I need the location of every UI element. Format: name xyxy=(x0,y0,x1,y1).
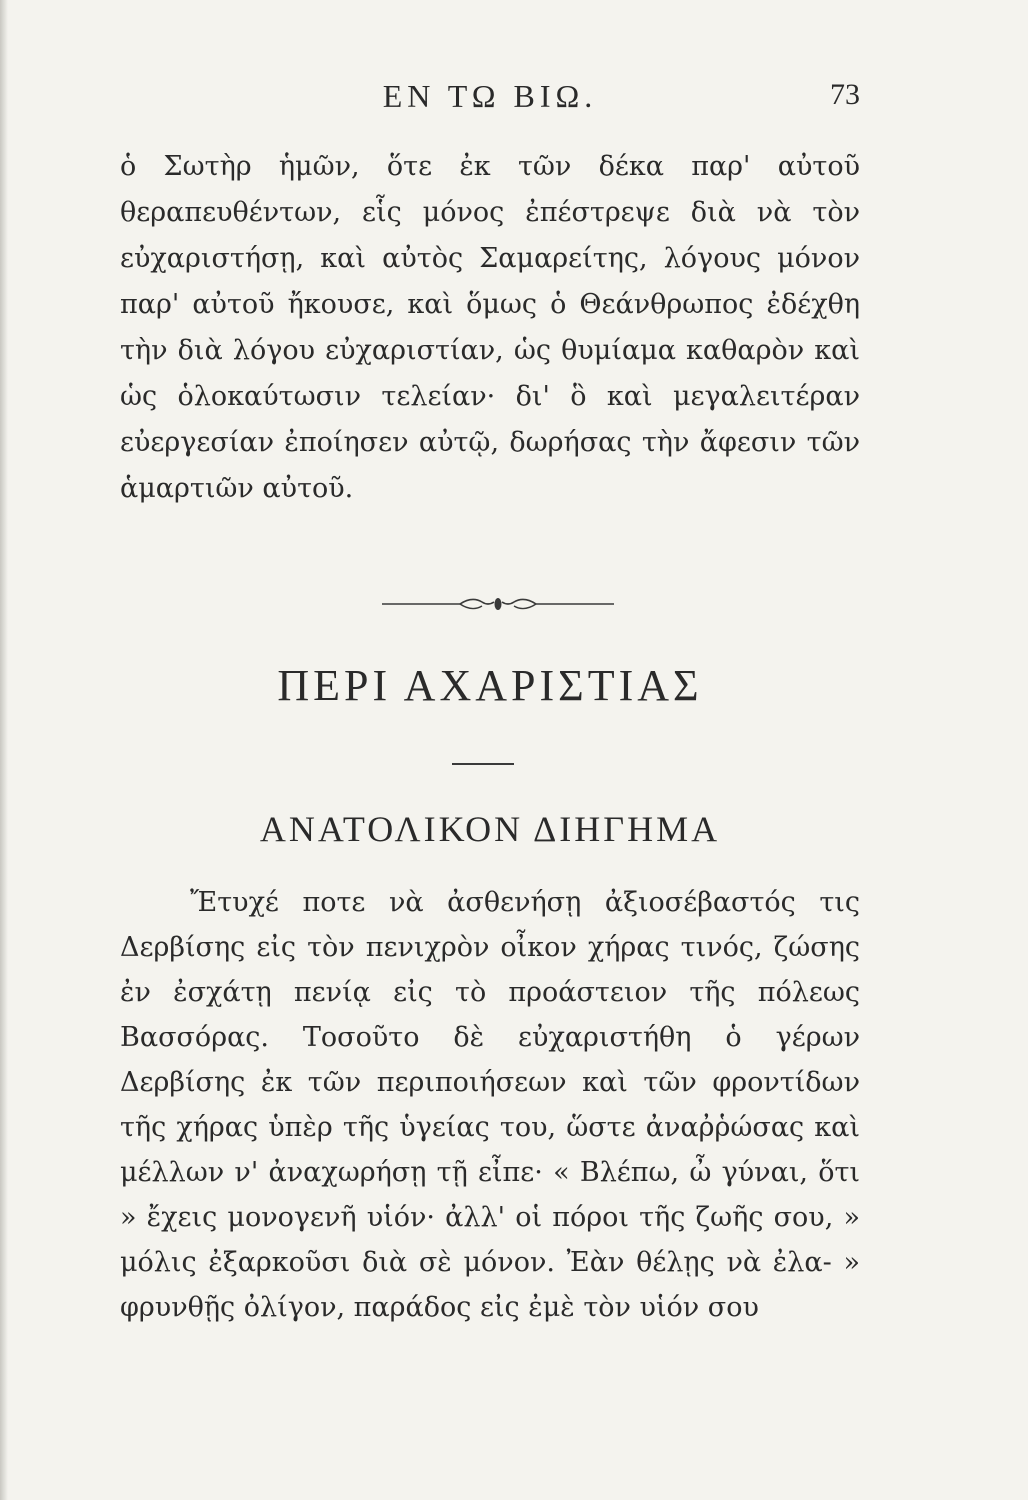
page-binding-edge xyxy=(0,0,8,1500)
body-paragraph-1: ὁ Σωτὴρ ἡμῶν, ὅτε ἐκ τῶν δέκα παρ' αὐτοῦ θεραπευθέντων, εἷς μόνος ἐπέστρεψε διὰ νὰ τὸν εὐχαριστήσῃ, καὶ αὐτὸς Σαμαρείτης, λόγους μόνον παρ' αὐτοῦ ἤκουσε, καὶ ὅμως ὁ Θεάνθρωπος ἐδέχθη τὴν διὰ λόγου εὐχαριστίαν, ὡς θυμίαμα καθαρὸν καὶ ὡς ὁλοκαύτωσιν τελείαν· δι' ὃ καὶ μεγαλειτέραν εὐεργεσίαν ἐποίησεν αὐτῷ, δωρήσας τὴν ἄφεσιν τῶν ἁμαρτιῶν αὐτοῦ. xyxy=(120,151,860,504)
section-subtitle: ΑΝΑΤΟΛΙΚΟΝ ΔΙΗΓΗΜΑ xyxy=(259,809,721,849)
title-rule xyxy=(452,763,514,765)
section-title: ΠΕΡΙ ΑΧΑΡΙΣΤΙΑΣ xyxy=(277,661,703,710)
body-paragraph-2: Ἔτυχέ ποτε νὰ ἀσθενήσῃ ἀξιοσέβαστός τις Δερβίσης εἰς τὸν πενιχρὸν οἶκον χήρας τινός, ζώσης ἐν ἐσχάτῃ πενίᾳ εἰς τὸ προάστειον τῆς πόλεως Βασσόρας. Τοσοῦτο δὲ εὐχαριστήθη ὁ γέρων Δερβίσης ἐκ τῶν περιποιήσεων καὶ τῶν φροντίδων τῆς χήρας ὑπὲρ τῆς ὑγείας του, ὥστε ἀναῤῥώσας καὶ μέλλων ν' ἀναχωρήσῃ τῇ εἶπε· « Βλέπω, ὦ γύναι, ὅτι » ἔχεις μονογενῆ υἱόν· ἀλλ' οἱ πόροι τῆς ζωῆς σου, » μόλις ἐξαρκοῦσι διὰ σὲ μόνον. Ἐὰν θέλῃς νὰ ἐλα- » φρυνθῇς ὀλίγον, παράδος εἰς ἐμὲ τὸν υἱόν σου xyxy=(120,887,860,1323)
running-title: ΕΝ ΤΩ ΒΙΩ. xyxy=(382,78,598,114)
ornament-divider xyxy=(382,592,614,616)
page-number: 73 xyxy=(830,78,860,111)
running-header xyxy=(120,78,860,118)
